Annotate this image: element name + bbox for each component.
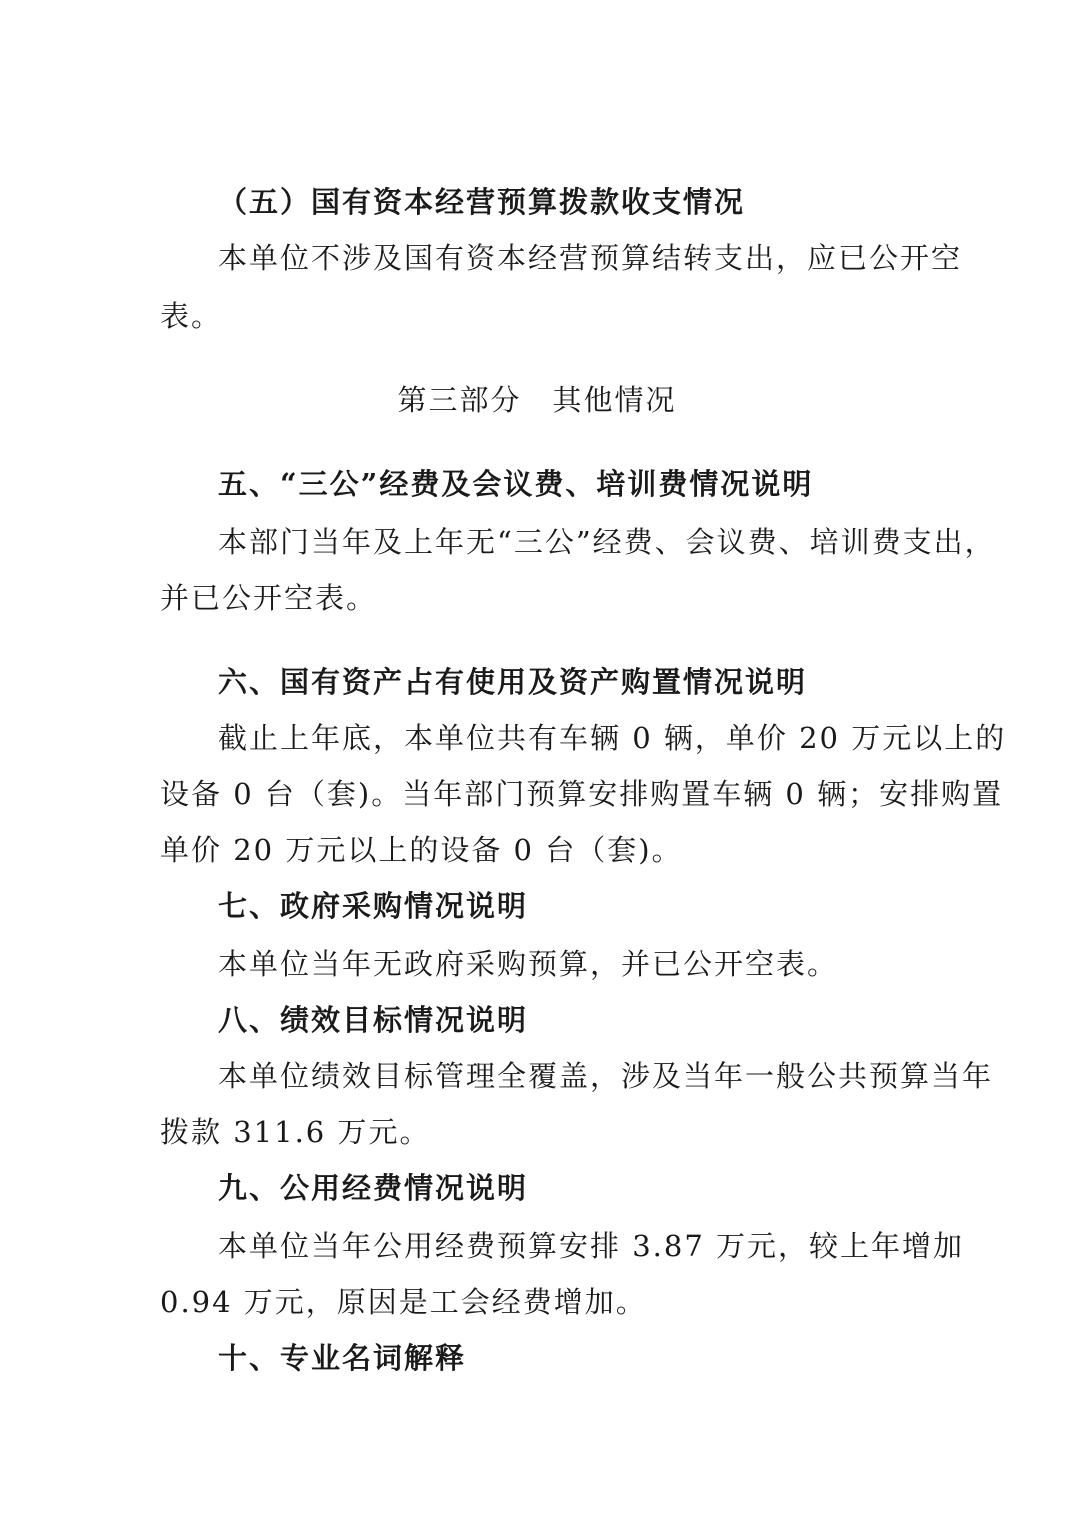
paragraph-line: 并已公开空表。 <box>160 581 378 615</box>
paragraph-line: 本单位不涉及国有资本经营预算结转支出，应已公开空 <box>218 241 963 275</box>
paragraph-line: 单价 20 万元以上的设备 0 台（套)。 <box>160 833 683 867</box>
paragraph-line: 拨款 311.6 万元。 <box>160 1115 431 1149</box>
part-title: 第三部分 其他情况 <box>397 383 677 417</box>
heading-performance-targets: 八、绩效目标情况说明 <box>218 1003 529 1037</box>
paragraph-line: 0.94 万元，原因是工会经费增加。 <box>160 1285 647 1319</box>
heading-public-funds: 九、公用经费情况说明 <box>218 1171 529 1205</box>
paragraph-line: 本单位绩效目标管理全覆盖，涉及当年一般公共预算当年 <box>218 1059 994 1093</box>
paragraph-line: 设备 0 台（套)。当年部门预算安排购置车辆 0 辆；安排购置 <box>160 777 1004 811</box>
heading-three-public-expenses: 五、“三公”经费及会议费、培训费情况说明 <box>218 467 814 501</box>
heading-glossary: 十、专业名词解释 <box>218 1341 467 1375</box>
paragraph-line: 截止上年底，本单位共有车辆 0 辆，单价 20 万元以上的 <box>218 721 1007 755</box>
paragraph-line: 本单位当年无政府采购预算，并已公开空表。 <box>218 947 839 981</box>
section-heading-state-capital-budget: （五）国有资本经营预算拨款收支情况 <box>218 185 746 219</box>
paragraph-line: 本部门当年及上年无“三公”经费、会议费、培训费支出， <box>218 525 996 559</box>
heading-government-procurement: 七、政府采购情况说明 <box>218 889 529 923</box>
heading-state-assets: 六、国有资产占有使用及资产购置情况说明 <box>218 665 808 699</box>
paragraph-line: 本单位当年公用经费预算安排 3.87 万元，较上年增加 <box>218 1229 965 1263</box>
paragraph-line: 表。 <box>160 299 223 333</box>
